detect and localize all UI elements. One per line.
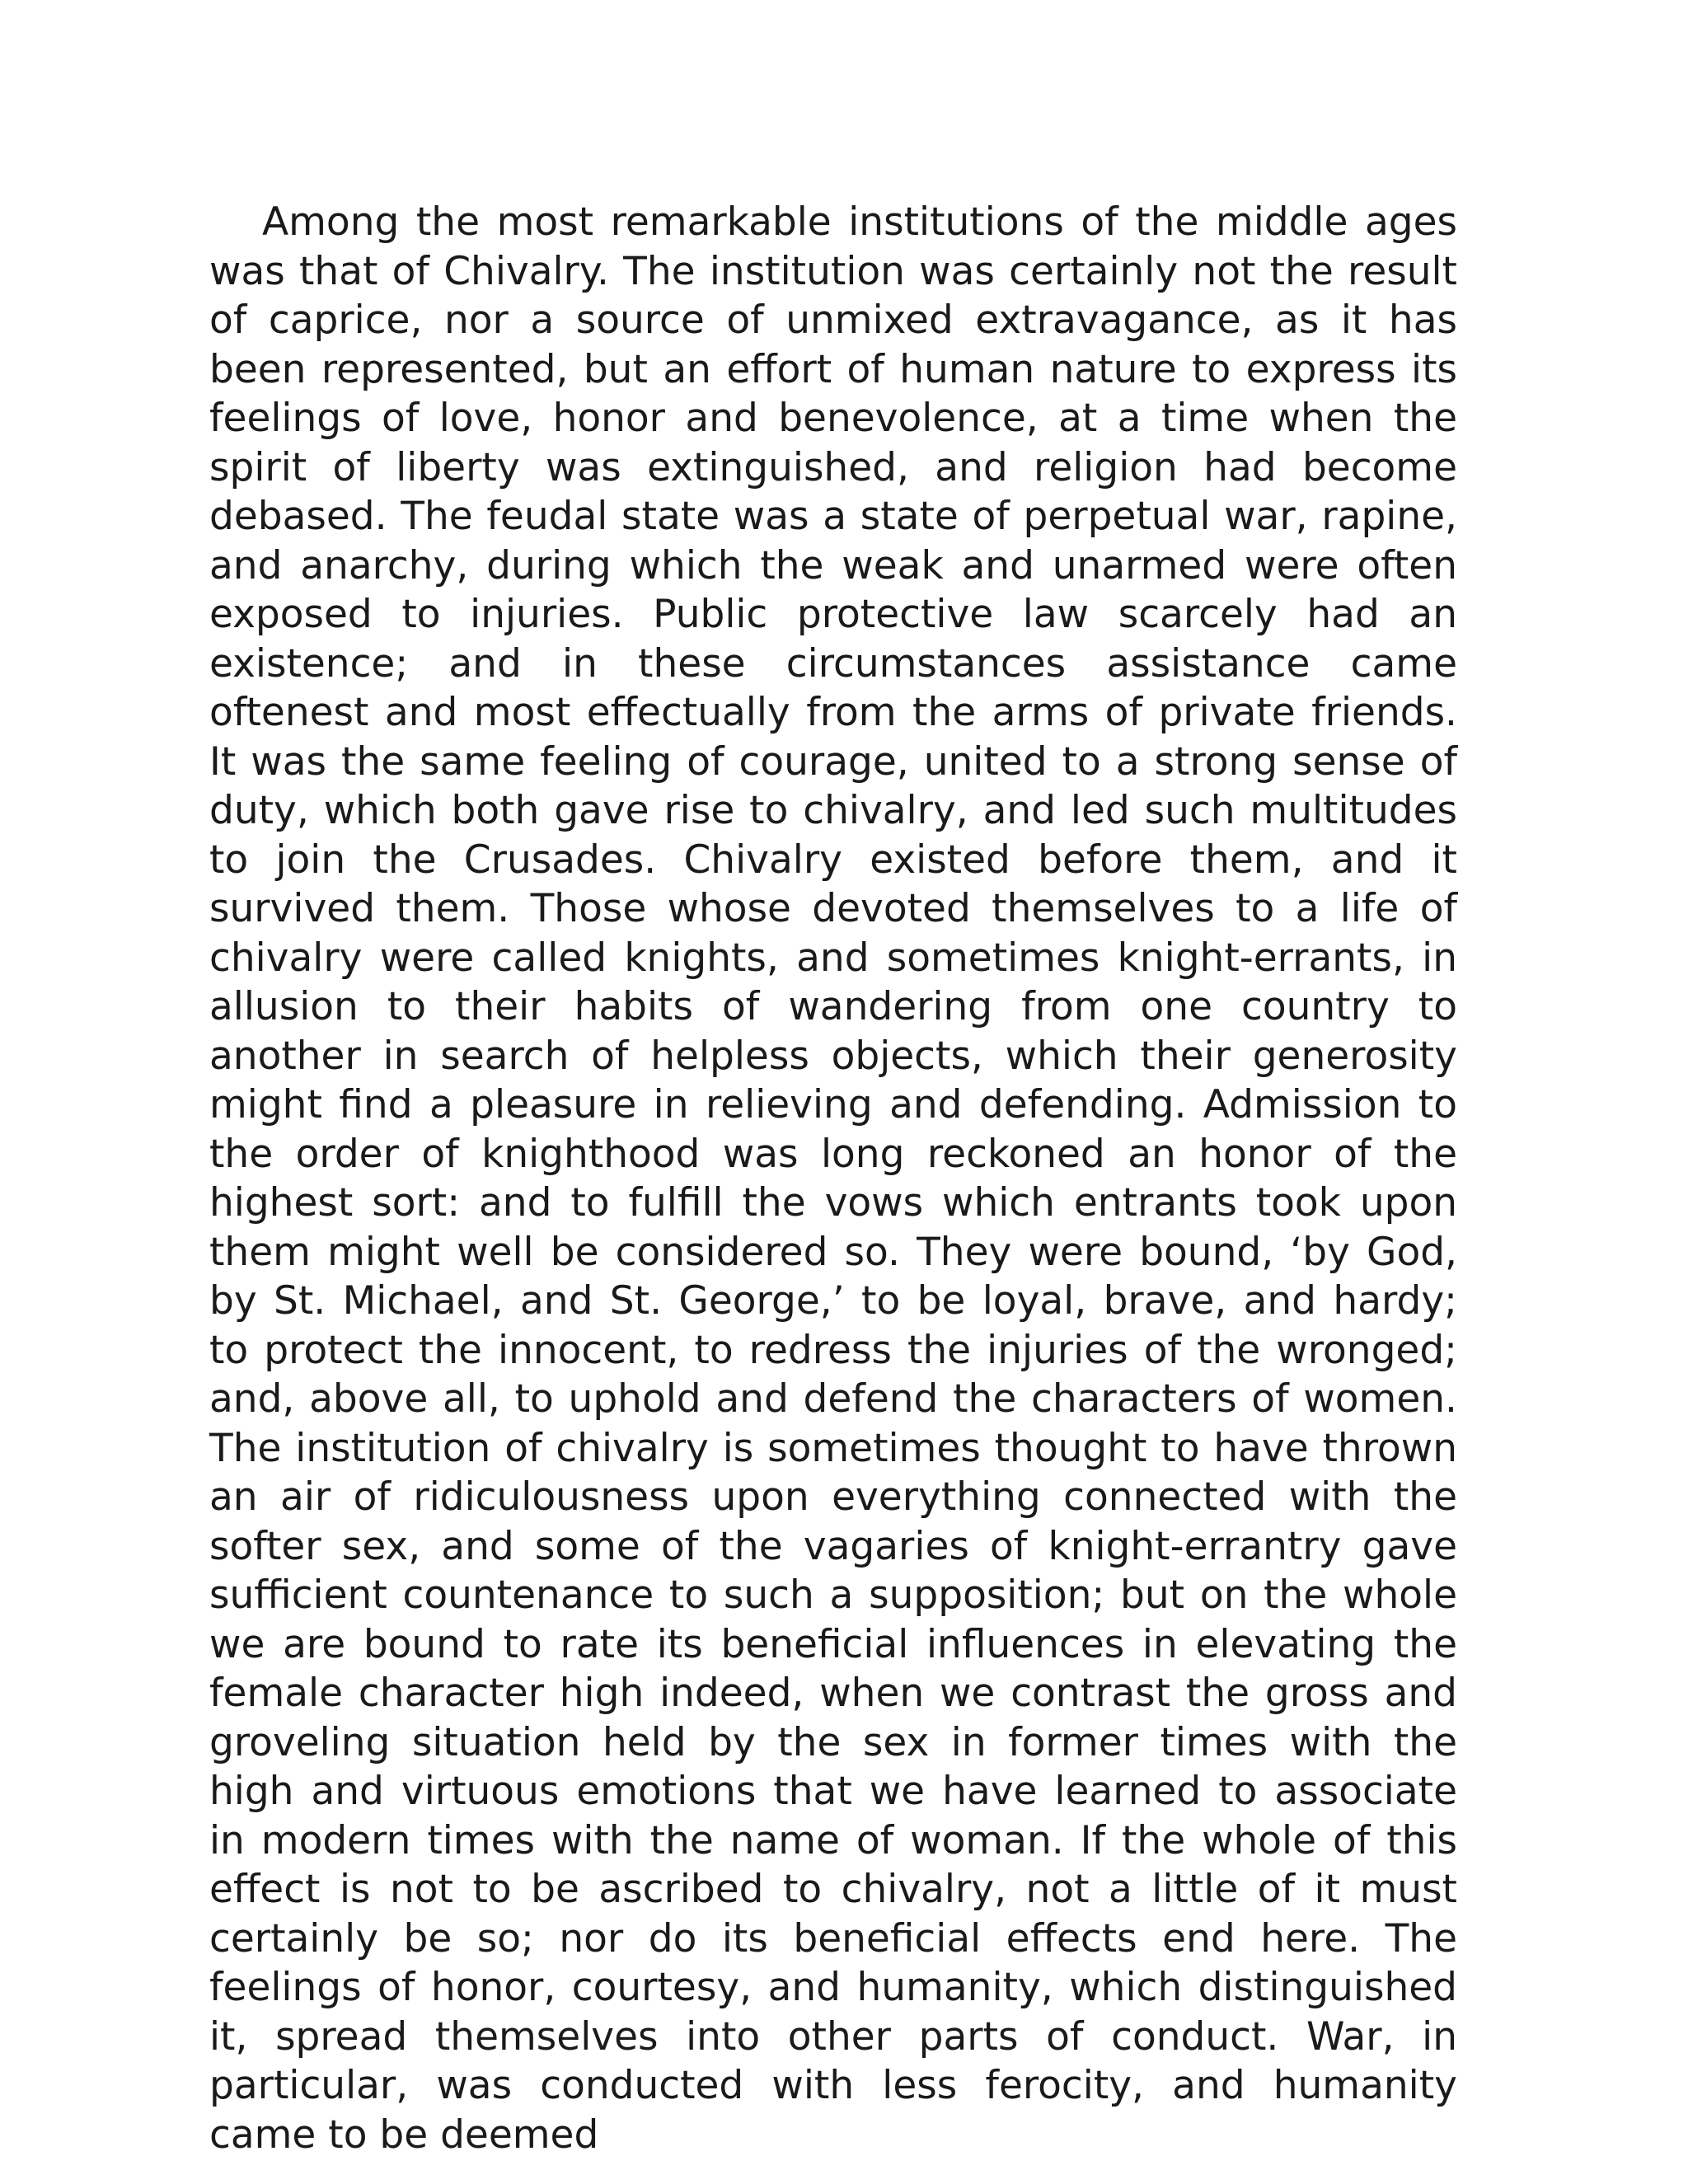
- body-paragraph: Among the most remarkable institutions of the middle ages was that of Chivalry. The institution was certainly not the result of caprice, nor a source of unmixed extravagance, as it has been represented, but an effort of human nature to express its feelings of love, honor and benevolence, at a time when the spirit of liberty was extinguished, and religion had become debased. The feudal state was a state of perpetual war, rapine, and anarchy, during which the weak and unarmed were often exposed to injuries. Public protective law scarcely had an existence; and in these circumstances assistance came oftenest and most effectually from the arms of private friends. It was the same feeling of courage, united to a strong sense of duty, which both gave rise to chivalry, and led such multitudes to join the Crusades. Chivalry existed before them, and it survived them. Those whose devoted themselves to a life of chivalry were called knights, and sometimes knight-errants, in allusion to their habits of wandering from one country to another in search of helpless objects, which their generosity might find a pleasure in relieving and defending. Admission to the order of knighthood was long reckoned an honor of the highest sort: and to fulfill the vows which entrants took upon them might well be considered so. They were bound, ‘by God, by St. Michael, and St. George,’ to be loyal, brave, and hardy; to protect the innocent, to redress the injuries of the wronged; and, above all, to uphold and defend the characters of women. The institution of chivalry is sometimes thought to have thrown an air of ridiculousness upon everything connected with the softer sex, and some of the vagaries of knight-errantry gave sufficient countenance to such a supposition; but on the whole we are bound to rate its beneficial influences in elevating the female character high indeed, when we contrast the gross and groveling situation held by the sex in former times with the high and virtuous emotions that we have learned to associate in modern times with the name of woman. If the whole of this effect is not to be ascribed to chivalry, not a little of it must certainly be so; nor do its beneficial effects end here. The feelings of honor, courtesy, and humanity, which distinguished it, spread themselves into other parts of conduct. War, in particular, was conducted with less ferocity, and humanity came to be deemed: [209, 199, 1457, 2158]
